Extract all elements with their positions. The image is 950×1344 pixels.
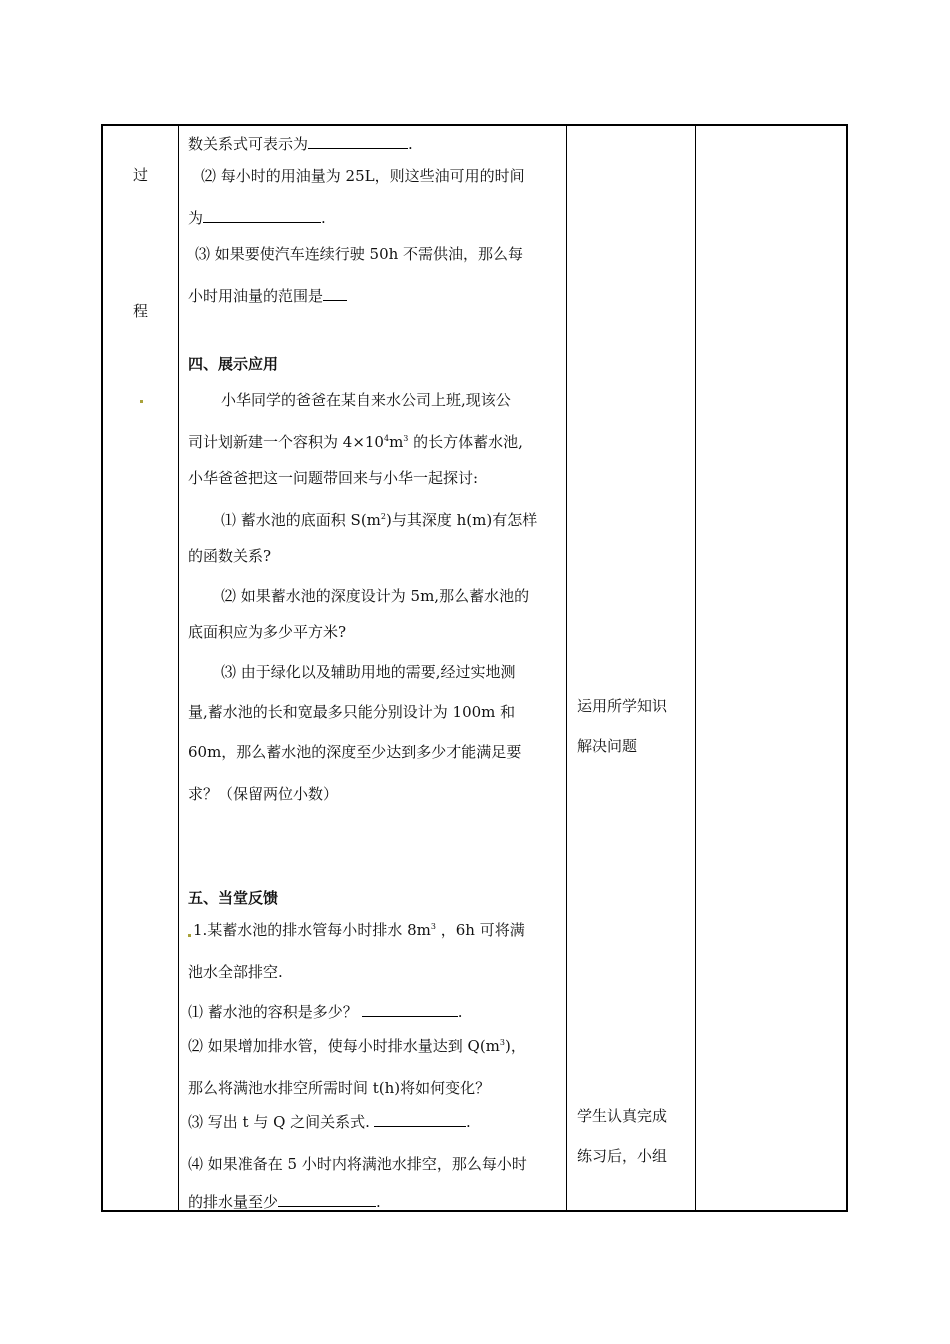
text-line: 60m，那么蓄水池的深度至少达到多少才能满足要 [188, 743, 522, 761]
text-line: ⑵ 如果增加排水管，使每小时排水量达到 $Q(m^3)$， [188, 1037, 526, 1055]
text-line: 底面积应为多少平方米? [188, 623, 347, 641]
stage-label-cell [103, 126, 178, 1210]
empty-cell [696, 126, 846, 1210]
speck [188, 934, 191, 937]
text-line: 小华爸爸把这一问题带回来与小华一起探讨: [188, 469, 479, 487]
lesson-table [101, 124, 848, 1212]
note-line: 运用所学知识 [577, 697, 668, 715]
text-line: 的函数关系? [188, 547, 272, 565]
note-line: 解决问题 [577, 737, 638, 755]
text-line: 1.某蓄水池的排水管每小时排水 $8m^3$ ，6h 可将满 [193, 921, 525, 939]
answer-blank [308, 134, 408, 149]
text-line: ⑵ 如果蓄水池的深度设计为 5m,那么蓄水池的 [221, 587, 530, 605]
text-line: ⑵ 每小时的用油量为 25L，则这些油可用的时间 [201, 167, 525, 185]
notes-cell [567, 126, 695, 1210]
answer-blank [374, 1112, 466, 1127]
stage-label-char: 程 [133, 302, 149, 320]
answer-blank [203, 208, 321, 223]
stage-label-char: 过 [133, 166, 149, 184]
text-line: 那么将满池水排空所需时间 t(h)将如何变化？ [188, 1079, 491, 1097]
text-line: ⑶ 写出 t 与 Q 之间关系式. . [188, 1113, 471, 1131]
text-line: ⑷ 如果准备在 5 小时内将满池水排空，那么每小时 [188, 1155, 527, 1173]
answer-blank [323, 286, 347, 301]
text-line: 为 . [188, 209, 326, 227]
text-line: ⑶ 由于绿化以及辅助用地的需要,经过实地测 [221, 663, 516, 681]
text-line: 小时用油量的范围是 [188, 286, 347, 306]
text-line: ⑴ 蓄水池的容积是多少？ . [188, 1003, 463, 1021]
text-line: 量,蓄水池的长和宽最多只能分别设计为 100m 和 [188, 703, 516, 721]
text-line: 司计划新建一个容积为 $4\times 10^4m^3$ 的长方体蓄水池, [188, 433, 523, 451]
text-line: 求？（保留两位小数） [188, 785, 339, 803]
text-line: 池水全部排空. [188, 963, 283, 981]
speck [140, 400, 143, 403]
content-cell [179, 126, 566, 1210]
note-line: 练习后，小组 [577, 1147, 668, 1165]
text-line: 数关系式可表示为 . [188, 135, 413, 153]
text-line: ⑶ 如果要使汽车连续行驶 50h 不需供油，那么每 [195, 245, 524, 263]
text-line: 的排水量至少 . [188, 1193, 381, 1211]
section-heading: 四、展示应用 [188, 355, 279, 373]
text-line: 小华同学的爸爸在某自来水公司上班,现该公 [221, 391, 511, 409]
answer-blank [278, 1192, 376, 1207]
note-line: 学生认真完成 [577, 1107, 668, 1125]
text-line: ⑴ 蓄水池的底面积 $S(m^2)$与其深度 h(m)有怎样 [221, 511, 538, 529]
section-heading: 五、当堂反馈 [188, 889, 279, 907]
answer-blank [362, 1002, 458, 1017]
